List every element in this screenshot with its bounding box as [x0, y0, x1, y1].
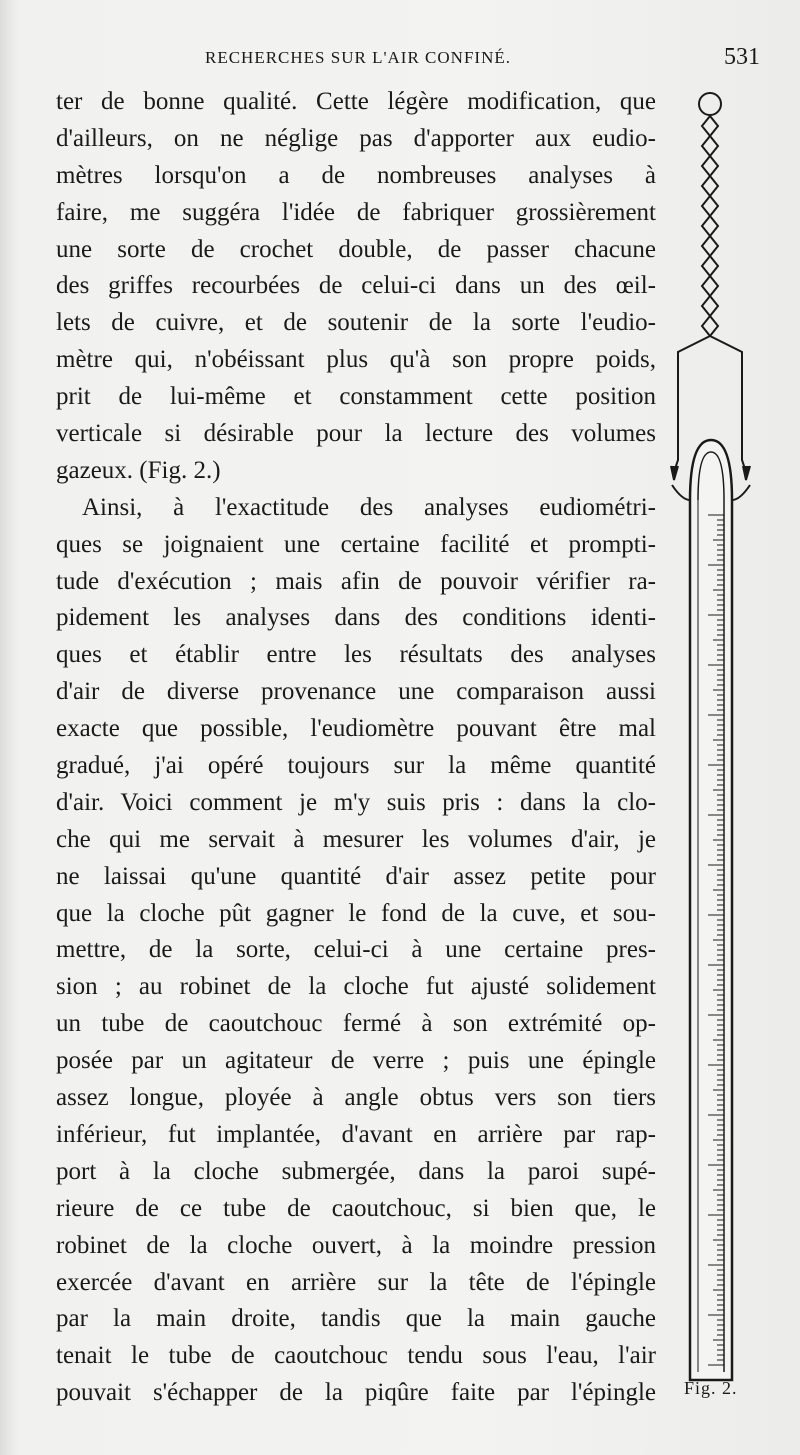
text-line: d'air. Voici comment je m'y suis pris : dans la clo- — [56, 788, 656, 816]
running-title: RECHERCHES SUR L'AIR CONFINÉ. — [205, 48, 511, 67]
text-line: mètre qui, n'obéissant plus qu'à son propre poids, — [56, 346, 656, 374]
text-line: verticale si désirable pour la lecture des volumes — [56, 420, 656, 448]
eudiometer-tube — [672, 440, 750, 1380]
figure-caption: Fig. 2. — [684, 1378, 738, 1398]
body-text — [56, 84, 656, 1412]
text-line: faire, me suggéra l'idée de fabriquer grossièrement — [56, 198, 656, 226]
text-line: pouvait s'échapper de la piqûre faite par l'épingle — [56, 1379, 656, 1407]
text-line: pidement les analyses dans des conditions identi- — [56, 604, 656, 632]
text-line: des griffes recourbées de celui-ci dans un des œil- — [56, 272, 656, 300]
text-line: tude d'exécution ; mais afin de pouvoir vérifier ra- — [56, 567, 656, 595]
text-line: port à la cloche submergée, dans la paroi supé- — [56, 1157, 656, 1185]
text-line: par la main droite, tandis que la main gauche — [56, 1305, 656, 1333]
text-line: posée par un agitateur de verre ; puis une épingle — [56, 1047, 656, 1075]
text-line: sion ; au robinet de la cloche fut ajusté solidement — [56, 973, 656, 1001]
text-line: che qui me servait à mesurer les volumes d'air, je — [56, 825, 656, 853]
text-line: gazeux. (Fig. 2.) — [56, 456, 221, 484]
page-header — [0, 44, 800, 74]
text-line: d'air de diverse provenance une comparaison aussi — [56, 678, 656, 706]
text-line: mètres lorsqu'on a de nombreuses analyses à — [56, 161, 656, 189]
text-line: d'ailleurs, on ne néglige pas d'apporter aux eudio- — [56, 124, 656, 152]
text-line: robinet de la cloche ouvert, à la moindre pression — [56, 1231, 656, 1259]
text-line: assez longue, ployée à angle obtus vers son tiers — [56, 1084, 656, 1112]
text-line: ques se joignaient une certaine facilité et prompti- — [56, 530, 656, 558]
text-line: prit de lui-même et constamment cette position — [56, 383, 656, 411]
hook-ring-icon — [671, 93, 750, 480]
eudiometer-figure — [668, 90, 758, 1390]
text-line: une sorte de crochet double, de passer chacune — [56, 235, 656, 263]
text-line: ter de bonne qualité. Cette légère modification, que — [56, 88, 656, 115]
text-line: exacte que possible, l'eudiomètre pouvant être mal — [56, 715, 656, 743]
text-line: que la cloche pût gagner le fond de la cuve, et sou- — [56, 899, 656, 927]
text-line: lets de cuivre, et de soutenir de la sorte l'eudio- — [56, 309, 656, 337]
text-line: inférieur, fut implantée, d'avant en arrière par rap- — [56, 1120, 656, 1148]
text-line: mettre, de la sorte, celui-ci à une certaine pres- — [56, 936, 656, 964]
text-line: tenait le tube de caoutchouc tendu sous l'eau, l'air — [56, 1342, 656, 1370]
text-line: un tube de caoutchouc fermé à son extrémité op- — [56, 1010, 656, 1038]
text-line: exercée d'avant en arrière sur la tête de l'épingle — [56, 1268, 656, 1296]
text-line: gradué, j'ai opéré toujours sur la même quantité — [56, 752, 656, 780]
text-line: Ainsi, à l'exactitude des analyses eudiométri- — [82, 493, 656, 521]
page-number: 531 — [724, 44, 760, 70]
text-line: ques et établir entre les résultats des analyses — [56, 641, 656, 669]
text-line: rieure de ce tube de caoutchouc, si bien que, le — [56, 1194, 656, 1222]
text-line: ne laissai qu'une quantité d'air assez petite pour — [56, 862, 656, 890]
